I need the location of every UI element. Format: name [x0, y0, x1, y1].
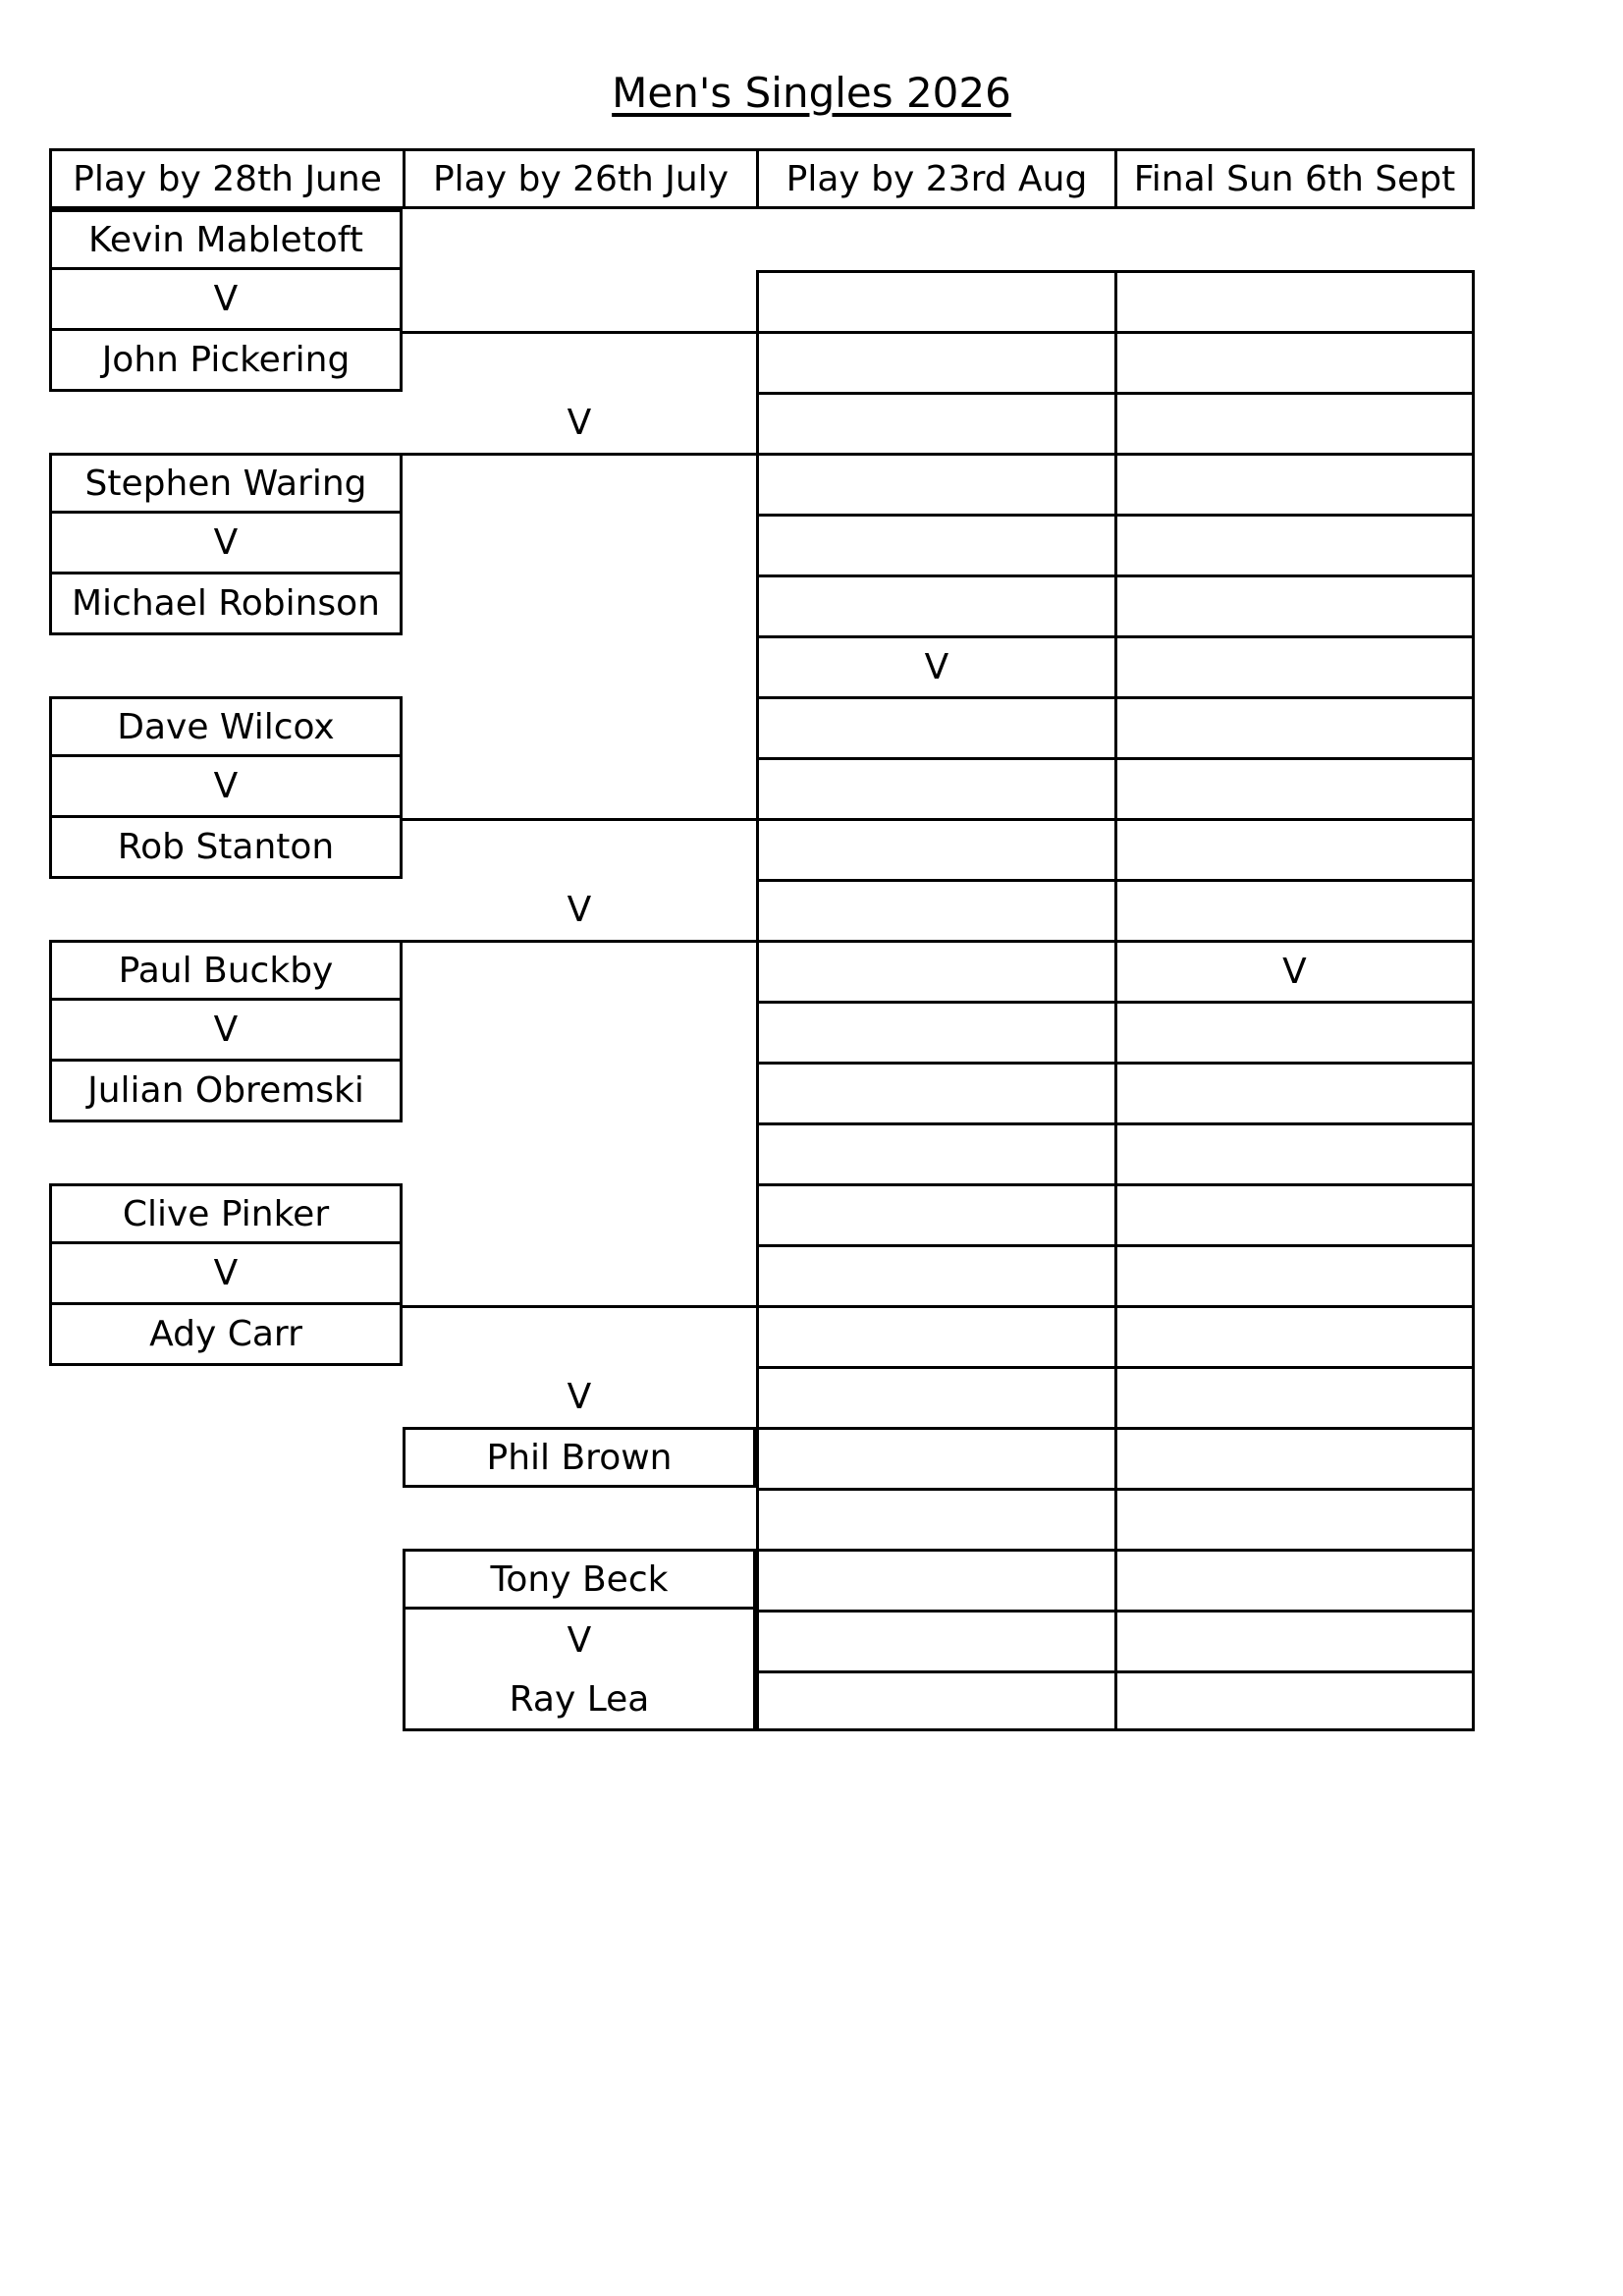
bracket-slot: [1114, 1305, 1475, 1366]
bracket-slot: [756, 696, 1114, 757]
bracket-slot: [756, 331, 1114, 392]
bracket-slot: [756, 514, 1114, 574]
bracket-line: [403, 940, 756, 1001]
bracket-slot: [1114, 757, 1475, 818]
bracket-slot: [1114, 392, 1475, 453]
bracket-slot: [756, 270, 1114, 331]
player-slot: Ray Lea: [403, 1670, 756, 1731]
bracket-line: [403, 1305, 756, 1366]
versus-label: V: [567, 402, 592, 443]
versus-label: V: [403, 1610, 756, 1670]
player-slot: John Pickering: [49, 331, 403, 392]
player-slot: Dave Wilcox: [49, 696, 403, 757]
bracket-slot: [1114, 574, 1475, 635]
bracket-slot: [756, 1001, 1114, 1062]
bracket-slot: [756, 940, 1114, 1001]
bracket-slot: [756, 1122, 1114, 1183]
bracket-slot: [1114, 879, 1475, 940]
player-slot: Rob Stanton: [49, 818, 403, 879]
versus-label: V: [49, 514, 403, 574]
bracket-slot: [756, 1305, 1114, 1366]
bracket-slot: [756, 818, 1114, 879]
versus-label: V: [756, 635, 1114, 696]
player-slot: Stephen Waring: [49, 453, 403, 514]
bracket-slot: [1114, 818, 1475, 879]
bracket-slot: [756, 392, 1114, 453]
bracket-slot: [756, 1488, 1114, 1549]
bracket-slot: [1114, 1427, 1475, 1488]
bracket-line: [403, 453, 756, 514]
bracket-slot: [1114, 696, 1475, 757]
bracket-slot: [756, 1549, 1114, 1610]
player-slot: Kevin Mabletoft: [49, 209, 403, 270]
bracket-slot: [756, 1062, 1114, 1122]
versus-label: V: [49, 1001, 403, 1062]
bracket-slot: [1114, 1244, 1475, 1305]
page-title: Men's Singles 2026: [612, 69, 1011, 117]
bracket-slot: [1114, 1183, 1475, 1244]
bracket-slot: [1114, 331, 1475, 392]
bracket-slot: [1114, 1670, 1475, 1731]
bracket-slot: [1114, 1122, 1475, 1183]
versus-label: V: [49, 1244, 403, 1305]
player-slot: Paul Buckby: [49, 940, 403, 1001]
bracket-slot: [756, 1610, 1114, 1670]
bracket-slot: [756, 1244, 1114, 1305]
bracket-slot: [1114, 635, 1475, 696]
versus-label: V: [1114, 940, 1475, 1001]
round-header: Final Sun 6th Sept: [1114, 148, 1475, 209]
player-slot: Tony Beck: [403, 1549, 756, 1610]
round-header: Play by 26th July: [403, 148, 756, 209]
player-slot: Ady Carr: [49, 1305, 403, 1366]
bracket-slot: [756, 453, 1114, 514]
bracket-slot: [1114, 1366, 1475, 1427]
versus-label: V: [49, 757, 403, 818]
bracket-slot: [756, 757, 1114, 818]
bracket-slot: [1114, 1610, 1475, 1670]
player-slot: Michael Robinson: [49, 574, 403, 635]
versus-label: V: [49, 270, 403, 331]
bracket-line: [403, 331, 756, 392]
bracket-slot: [756, 1427, 1114, 1488]
round-header: Play by 28th June: [49, 148, 403, 209]
bracket-slot: [1114, 453, 1475, 514]
bracket-slot: [1114, 270, 1475, 331]
player-slot: Julian Obremski: [49, 1062, 403, 1122]
versus-label: V: [567, 889, 592, 930]
bracket-slot: [756, 1183, 1114, 1244]
bracket-slot: [756, 574, 1114, 635]
bracket-slot: [756, 1670, 1114, 1731]
bracket-slot: [1114, 1488, 1475, 1549]
player-slot: Clive Pinker: [49, 1183, 403, 1244]
bracket-slot: [1114, 514, 1475, 574]
bracket-slot: [1114, 1001, 1475, 1062]
bracket-slot: [1114, 1549, 1475, 1610]
bracket-slot: [756, 1366, 1114, 1427]
versus-label: V: [567, 1376, 592, 1417]
bracket-slot: [756, 879, 1114, 940]
bracket-slot: [1114, 1062, 1475, 1122]
bracket-line: [403, 818, 756, 879]
round-header: Play by 23rd Aug: [756, 148, 1114, 209]
player-slot: Phil Brown: [403, 1427, 756, 1488]
